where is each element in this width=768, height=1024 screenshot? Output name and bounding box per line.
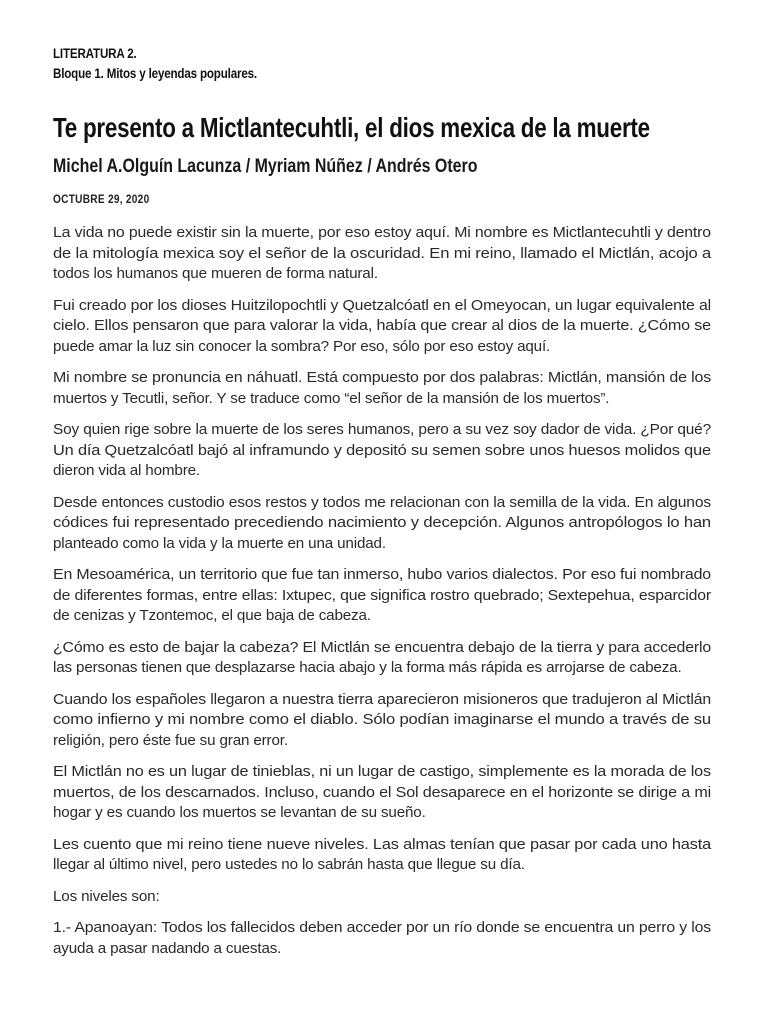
paragraph-line: religión, pero éste fue su gran error. <box>53 731 288 749</box>
article-paragraph <box>53 565 711 627</box>
article-title: Te presento a Mictlantecuhtli, el dios mexica de la muerte <box>53 112 650 143</box>
paragraph-line: llegar al último nivel, pero ustedes no lo sabrán hasta que llegue su día. <box>53 856 525 873</box>
course-label: LITERATURA 2. <box>53 46 137 61</box>
paragraph-line: El Mictlán no es un lugar de tinieblas, ni un lugar de castigo, simplemente es la morada de los <box>53 763 711 780</box>
article-paragraph <box>53 690 711 752</box>
paragraph-line: La vida no puede existir sin la muerte, por eso estoy aquí. Mi nombre es Mictlantecuhtli y dentro <box>53 224 711 241</box>
paragraph-line: Los niveles son: <box>53 887 160 905</box>
paragraph-line: Fui creado por los dioses Huitzilopochtli y Quetzalcóatl en el Omeyocan, un lugar equivalente al <box>53 296 712 314</box>
paragraph-line: Un día Quetzalcóatl bajó al inframundo y depositó su semen sobre unos huesos molidos que <box>53 441 711 459</box>
document-page <box>53 44 711 970</box>
paragraph-line: 1.- Apanoayan: Todos los fallecidos deben acceder por un río donde se encuentra un perro y los <box>53 919 711 936</box>
paragraph-line: En Mesoamérica, un territorio que fue tan inmerso, hubo varios dialectos. Por eso fui nombrado <box>53 566 712 583</box>
paragraph-line: muertos y Tecutli, señor. Y se traduce como “el señor de la mansión de los muertos”. <box>53 389 610 407</box>
paragraph-line: códices fui representado precediendo nacimiento y decepción. Algunos antropólogos lo han <box>53 514 711 531</box>
article-paragraph <box>53 296 711 358</box>
paragraph-line: las personas tienen que desplazarse hacia abajo y la forma más rápida es arrojarse de cabeza. <box>53 659 682 676</box>
article-paragraph <box>53 368 711 409</box>
paragraph-line: cielo. Ellos pensaron que para valorar la vida, había que crear al dios de la muerte. ¿Cómo se <box>53 317 712 334</box>
paragraph-line: de diferentes formas, entre ellas: Ixtupec, que significa rostro quebrado; Sextepehua, esparcidor <box>53 586 711 604</box>
article-paragraph <box>53 420 711 482</box>
paragraph-line: dieron vida al hombre. <box>53 462 200 479</box>
article-paragraph <box>53 223 711 285</box>
article-authors: Michel A.Olguín Lacunza / Myriam Núñez / Andrés Otero <box>53 156 478 177</box>
paragraph-line: ¿Cómo es esto de bajar la cabeza? El Mictlán se encuentra debajo de la tierra y para accederlo <box>53 638 712 656</box>
paragraph-line: Mi nombre se pronuncia en náhuatl. Está compuesto por dos palabras: Mictlán, mansión de los <box>53 369 712 386</box>
article-paragraph <box>53 493 711 555</box>
paragraph-line: de la mitología mexica soy el señor de la oscuridad. En mi reino, llamado el Mictlán, acojo a <box>53 244 712 262</box>
paragraph-line: ayuda a pasar nadando a cuestas. <box>53 939 282 957</box>
paragraph-line: Soy quien rige sobre la muerte de los seres humanos, pero a su vez soy dador de vida. ¿Por qué? <box>53 421 712 438</box>
paragraph-line: muertos, de los descarnados. Incluso, cuando el Sol desaparece en el horizonte se dirige a mi <box>53 783 712 801</box>
article-paragraph <box>53 762 711 824</box>
article-paragraph <box>53 887 711 908</box>
article-date: OCTUBRE 29, 2020 <box>53 194 150 206</box>
article-body <box>53 223 711 959</box>
block-label: Bloque 1. Mitos y leyendas populares. <box>53 66 257 81</box>
article-paragraph <box>53 835 711 876</box>
article-paragraph <box>53 918 711 959</box>
paragraph-line: Desde entonces custodio esos restos y todos me relacionan con la semilla de la vida. En algunos <box>53 493 711 511</box>
paragraph-line: hogar y es cuando los muertos se levantan de su sueño. <box>53 804 426 821</box>
article-paragraph <box>53 638 711 679</box>
paragraph-line: Cuando los españoles llegaron a nuestra tierra aparecieron misioneros que tradujeron al Mictlán <box>53 690 711 708</box>
paragraph-line: como infierno y mi nombre como el diablo. Sólo podían imaginarse el mundo a través de su <box>53 711 712 728</box>
paragraph-line: planteado como la vida y la muerte en una unidad. <box>53 534 386 552</box>
paragraph-line: Les cuento que mi reino tiene nueve niveles. Las almas tenían que pasar por cada uno hasta <box>53 835 711 853</box>
paragraph-line: puede amar la luz sin conocer la sombra? Por eso, sólo por eso estoy aquí. <box>53 337 551 355</box>
paragraph-line: de cenizas y Tzontemoc, el que baja de cabeza. <box>53 607 371 624</box>
paragraph-line: todos los humanos que mueren de forma natural. <box>53 265 378 282</box>
